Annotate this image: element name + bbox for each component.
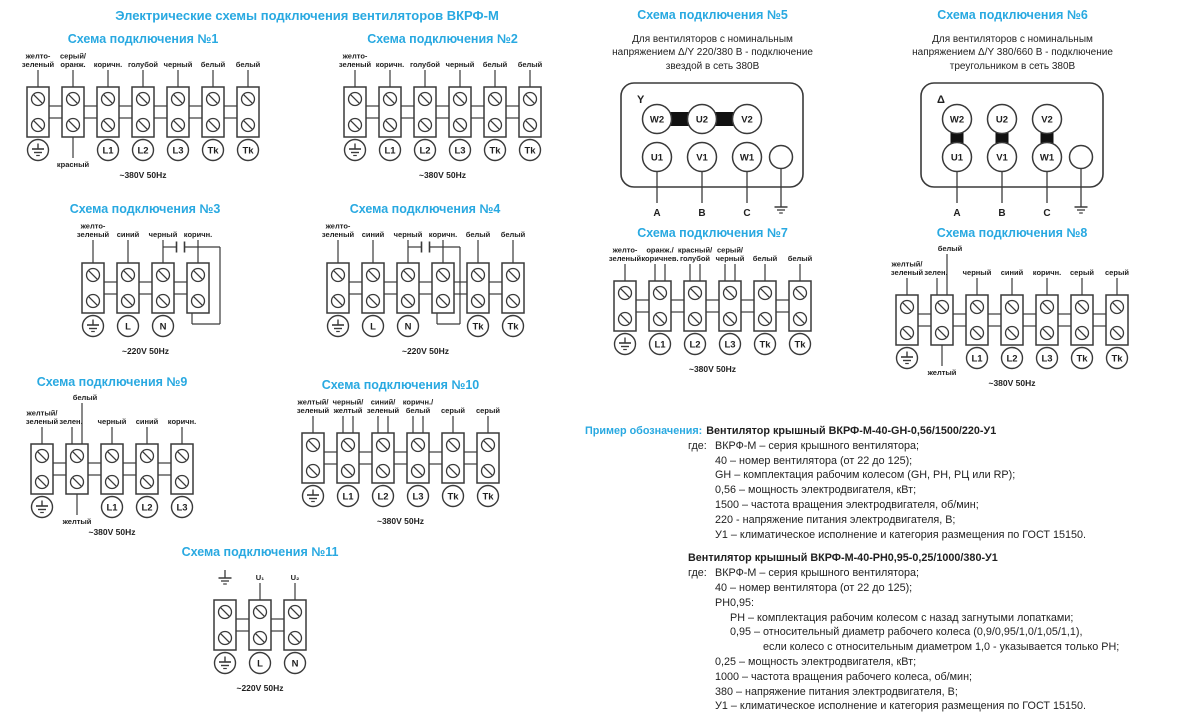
scheme-8-diagram (883, 243, 1141, 392)
svg-text:коричн.: коричн. (1032, 268, 1062, 277)
example-line: 1000 – частота вращения рабочего колеса, об/мин; (715, 670, 973, 683)
svg-text:белый: белый (482, 60, 508, 69)
example-line: 40 – номер вентилятора (от 22 до 125); (715, 454, 913, 467)
svg-text:черный: черный (148, 230, 177, 239)
example-line: У1 – климатическое исполнение и категория размещения по ГОСТ 15150. (715, 528, 1086, 541)
svg-text:L1: L1 (342, 491, 354, 503)
svg-text:L: L (369, 321, 376, 333)
svg-text:B: B (998, 208, 1006, 220)
svg-text:белый: белый (465, 230, 490, 239)
scheme-11-title: Схема подключения №11 (181, 545, 339, 559)
svg-text:L3: L3 (454, 145, 466, 157)
svg-text:зеленый: зеленый (25, 417, 59, 426)
svg-text:синий: синий (361, 230, 384, 239)
svg-text:голубой: голубой (679, 254, 711, 263)
example-label: Пример обозначения: (585, 425, 703, 437)
svg-text:Y: Y (637, 94, 645, 107)
svg-text:A: A (653, 208, 661, 220)
scheme-6 (900, 8, 1125, 229)
svg-text:белый: белый (72, 393, 98, 402)
svg-text:желтый/: желтый/ (297, 397, 329, 407)
svg-text:L3: L3 (412, 491, 424, 503)
scheme-9-diagram (18, 392, 206, 541)
scheme-2-title: Схема подключения №2 (367, 32, 518, 46)
svg-text:Tk: Tk (489, 145, 501, 157)
scheme-7 (600, 226, 825, 378)
svg-text:желто-: желто- (80, 221, 105, 231)
scheme-5-title: Схема подключения №5 (637, 8, 788, 22)
example-line: У1 – климатическое исполнение и категория размещения по ГОСТ 15150. (715, 700, 1086, 713)
svg-text:белый: белый (200, 60, 226, 69)
svg-text:синий: синий (1000, 268, 1024, 277)
svg-text:V1: V1 (696, 152, 708, 164)
svg-text:L: L (257, 658, 263, 670)
page-title: Электрические схемы подключения вентиляторов ВКРФ-М (115, 8, 499, 23)
svg-text:желто-: желто- (325, 221, 350, 231)
svg-text:коричн./: коричн./ (402, 397, 434, 407)
svg-text:черный: черный (445, 60, 475, 69)
svg-text:оранж.: оранж. (60, 60, 86, 69)
scheme-3-title: Схема подключения №3 (69, 202, 221, 216)
example-line: 220 - напряжение питания электродвигателя, В; (715, 513, 956, 526)
svg-text:W2: W2 (949, 114, 965, 126)
svg-text:~220V 50Hz: ~220V 50Hz (401, 346, 449, 356)
svg-text:голубой: голубой (127, 60, 159, 69)
svg-text:L1: L1 (384, 145, 396, 157)
scheme-4-title: Схема подключения №4 (349, 202, 501, 216)
scheme-9 (2, 375, 222, 541)
scheme-10 (288, 378, 513, 530)
scheme-1 (8, 32, 278, 184)
svg-text:L: L (124, 321, 131, 333)
svg-text:Δ: Δ (937, 94, 945, 107)
scheme-6-diagram (905, 79, 1120, 229)
svg-text:L1: L1 (971, 353, 983, 365)
svg-text:зелен.: зелен. (924, 268, 948, 277)
svg-text:черный: черный (163, 60, 193, 69)
svg-text:U2: U2 (995, 114, 1009, 126)
svg-text:Tk: Tk (207, 145, 219, 157)
example-lines-2 (715, 566, 1184, 714)
svg-text:белый: белый (405, 406, 431, 415)
svg-text:Tk: Tk (471, 321, 484, 333)
svg-text:белый: белый (517, 60, 543, 69)
example-line: 0,56 – мощность электродвигателя, кВт; (715, 484, 917, 497)
svg-text:L3: L3 (176, 502, 188, 514)
svg-text:черный: черный (715, 254, 745, 263)
svg-text:белый: белый (787, 254, 813, 263)
svg-text:зеленый: зеленый (366, 406, 400, 415)
example-line: 40 – номер вентилятора (от 22 до 125); (715, 581, 913, 594)
svg-text:коричн.: коричн. (375, 60, 405, 69)
svg-text:зеленый: зеленый (21, 60, 55, 69)
svg-text:коричн.: коричн. (167, 417, 197, 426)
svg-text:коричн.: коричн. (93, 60, 123, 69)
svg-text:C: C (1043, 208, 1051, 220)
scheme-5 (600, 8, 825, 229)
svg-text:зеленый: зеленый (338, 60, 372, 69)
scheme-4 (310, 202, 540, 360)
example-header-2 (688, 551, 1184, 566)
svg-text:Tk: Tk (1076, 353, 1088, 365)
svg-text:U₁: U₁ (255, 573, 265, 582)
svg-text:голубой: голубой (409, 60, 441, 69)
example-lines-1 (715, 439, 1184, 543)
svg-text:N: N (404, 321, 411, 333)
svg-text:L1: L1 (654, 339, 666, 351)
svg-text:зеленый: зеленый (296, 406, 330, 415)
svg-text:~220V 50Hz: ~220V 50Hz (236, 683, 284, 693)
example-line: 380 – напряжение питания электродвигателя, В; (715, 685, 958, 698)
svg-text:черный: черный (97, 417, 127, 426)
svg-text:белый: белый (500, 230, 525, 239)
svg-text:коричн.: коричн. (183, 230, 212, 239)
svg-text:U2: U2 (695, 114, 709, 126)
svg-text:зелен.: зелен. (59, 417, 83, 426)
svg-text:V1: V1 (996, 152, 1008, 164)
svg-text:желтый: желтый (333, 406, 363, 415)
scheme-10-diagram (289, 395, 512, 530)
svg-text:~380V 50Hz: ~380V 50Hz (418, 170, 467, 180)
svg-text:W1: W1 (1039, 152, 1055, 164)
svg-text:белый: белый (937, 244, 963, 253)
svg-text:зеленый: зеленый (890, 268, 924, 277)
scheme-2 (325, 32, 560, 184)
svg-text:черный/: черный/ (332, 397, 364, 407)
svg-text:черный: черный (962, 268, 992, 277)
svg-text:L2: L2 (377, 491, 389, 503)
svg-text:желтый/: желтый/ (891, 259, 923, 269)
example-line: 0,95 – относительный диаметр рабочего колеса (0,9/0,95/1,0/1,05/1,1), (715, 626, 1083, 639)
svg-text:L3: L3 (1041, 353, 1053, 365)
scheme-8 (883, 226, 1141, 392)
example-line: РН0,95: (715, 596, 755, 609)
svg-text:~380V 50Hz: ~380V 50Hz (988, 378, 1036, 388)
example-line: ВКРФ-М – серия крышного вентилятора; (715, 439, 920, 452)
svg-text:зеленый: зеленый (321, 230, 354, 239)
svg-text:желто-: желто- (612, 245, 638, 255)
svg-text:L3: L3 (172, 145, 184, 157)
svg-text:серый: серый (1070, 268, 1094, 277)
example-line: РН – комплектация рабочим колесом с назад загнутыми лопатками; (715, 611, 1074, 624)
svg-text:W2: W2 (649, 114, 665, 126)
svg-text:U1: U1 (650, 152, 664, 164)
svg-text:зеленый: зеленый (608, 254, 642, 263)
scheme-5-diagram (605, 79, 820, 229)
svg-text:V2: V2 (741, 114, 753, 126)
svg-text:коричнев.: коричнев. (641, 254, 679, 263)
scheme-1-title: Схема подключения №1 (67, 32, 219, 46)
svg-text:L3: L3 (724, 339, 736, 351)
svg-text:желтый: желтый (927, 368, 957, 377)
scheme-10-title: Схема подключения №10 (321, 378, 480, 392)
svg-text:Tk: Tk (506, 321, 519, 333)
svg-text:серый: серый (476, 406, 500, 415)
svg-text:L1: L1 (106, 502, 118, 514)
example-block-1 (688, 439, 1184, 543)
svg-text:L2: L2 (419, 145, 431, 157)
svg-text:U₂: U₂ (290, 573, 300, 582)
example-line: ВКРФ-М – серия крышного вентилятора; (715, 567, 920, 580)
example-where-1: где: (688, 439, 707, 452)
scheme-7-diagram (601, 243, 824, 378)
scheme-3 (40, 202, 250, 360)
example-block-2 (688, 566, 1184, 714)
svg-text:C: C (743, 208, 751, 220)
svg-text:L2: L2 (1006, 353, 1018, 365)
scheme-6-title: Схема подключения №6 (937, 8, 1088, 22)
svg-text:~380V 50Hz: ~380V 50Hz (119, 170, 167, 180)
svg-text:синий: синий (135, 417, 159, 426)
scheme-5-description: Для вентиляторов с номинальным напряжением Δ/Y 220/380 В - подключение звездой в сеть 380В (612, 34, 813, 72)
example-title-1: Вентилятор крышный ВКРФ-М-40-GH-0,56/1500/220-У1 (706, 425, 997, 437)
svg-text:серый: серый (1105, 268, 1129, 277)
svg-text:N: N (159, 321, 166, 333)
svg-text:L1: L1 (102, 145, 114, 157)
svg-text:~380V 50Hz: ~380V 50Hz (88, 527, 136, 537)
example-where-2: где: (688, 567, 707, 580)
svg-text:серый/: серый/ (59, 51, 87, 61)
svg-text:N: N (291, 658, 299, 670)
scheme-3-diagram (69, 219, 222, 360)
svg-text:черный: черный (393, 230, 422, 239)
svg-text:желто-: желто- (25, 51, 51, 61)
scheme-11-diagram (201, 562, 319, 697)
scheme-1-diagram (14, 49, 272, 184)
svg-text:зеленый: зеленый (76, 230, 109, 239)
svg-text:Tk: Tk (794, 339, 806, 351)
svg-text:Tk: Tk (1111, 353, 1123, 365)
svg-text:желто-: желто- (342, 51, 368, 61)
svg-text:белый: белый (752, 254, 778, 263)
scheme-8-title: Схема подключения №8 (936, 226, 1088, 240)
example-line: 0,25 – мощность электродвигателя, кВт; (715, 655, 917, 668)
svg-text:B: B (698, 208, 706, 220)
example-title-2: Вентилятор крышный ВКРФ-М-40-РН0,95-0,25/1000/380-У1 (688, 552, 998, 565)
svg-text:L2: L2 (141, 502, 153, 514)
svg-text:L2: L2 (689, 339, 701, 351)
svg-text:оранж./: оранж./ (646, 245, 674, 255)
svg-text:~380V 50Hz: ~380V 50Hz (376, 516, 425, 526)
scheme-4-diagram (314, 219, 537, 360)
scheme-11 (175, 545, 345, 697)
example-header-1 (585, 424, 1184, 439)
example-line: 1500 – частота вращения электродвигателя, об/мин; (715, 498, 979, 511)
svg-text:Tk: Tk (759, 339, 771, 351)
svg-text:Tk: Tk (524, 145, 536, 157)
svg-text:синий: синий (116, 230, 139, 239)
example-line: если колесо с относительным диаметром 1,0 - указывается только РН; (715, 641, 1120, 654)
scheme-9-title: Схема подключения №9 (36, 375, 188, 389)
svg-text:L2: L2 (137, 145, 149, 157)
svg-text:~220V 50Hz: ~220V 50Hz (121, 346, 169, 356)
svg-text:синий/: синий/ (370, 397, 396, 407)
svg-text:желтый/: желтый/ (26, 408, 58, 418)
svg-text:белый: белый (235, 60, 261, 69)
example-line: GH – комплектация рабочим колесом (GH, PH, РЦ или RP); (715, 469, 1016, 482)
svg-text:Tk: Tk (482, 491, 494, 503)
svg-text:Tk: Tk (242, 145, 254, 157)
svg-text:серый/: серый/ (716, 245, 744, 255)
svg-text:V2: V2 (1041, 114, 1053, 126)
svg-text:W1: W1 (739, 152, 755, 164)
svg-text:U1: U1 (950, 152, 964, 164)
designation-example (585, 424, 1184, 714)
svg-text:~380V 50Hz: ~380V 50Hz (688, 364, 737, 374)
svg-text:A: A (953, 208, 961, 220)
scheme-7-title: Схема подключения №7 (637, 226, 788, 240)
svg-text:серый: серый (441, 406, 465, 415)
scheme-2-diagram (331, 49, 554, 184)
svg-text:красный/: красный/ (677, 245, 713, 255)
svg-text:красный: красный (56, 160, 90, 169)
svg-text:коричн.: коричн. (428, 230, 457, 239)
svg-text:желтый: желтый (62, 517, 92, 526)
scheme-6-description: Для вентиляторов с номинальным напряжением Δ/Y 380/660 В - подключение треугольником в сеть 380В (912, 34, 1113, 72)
svg-text:Tk: Tk (447, 491, 459, 503)
